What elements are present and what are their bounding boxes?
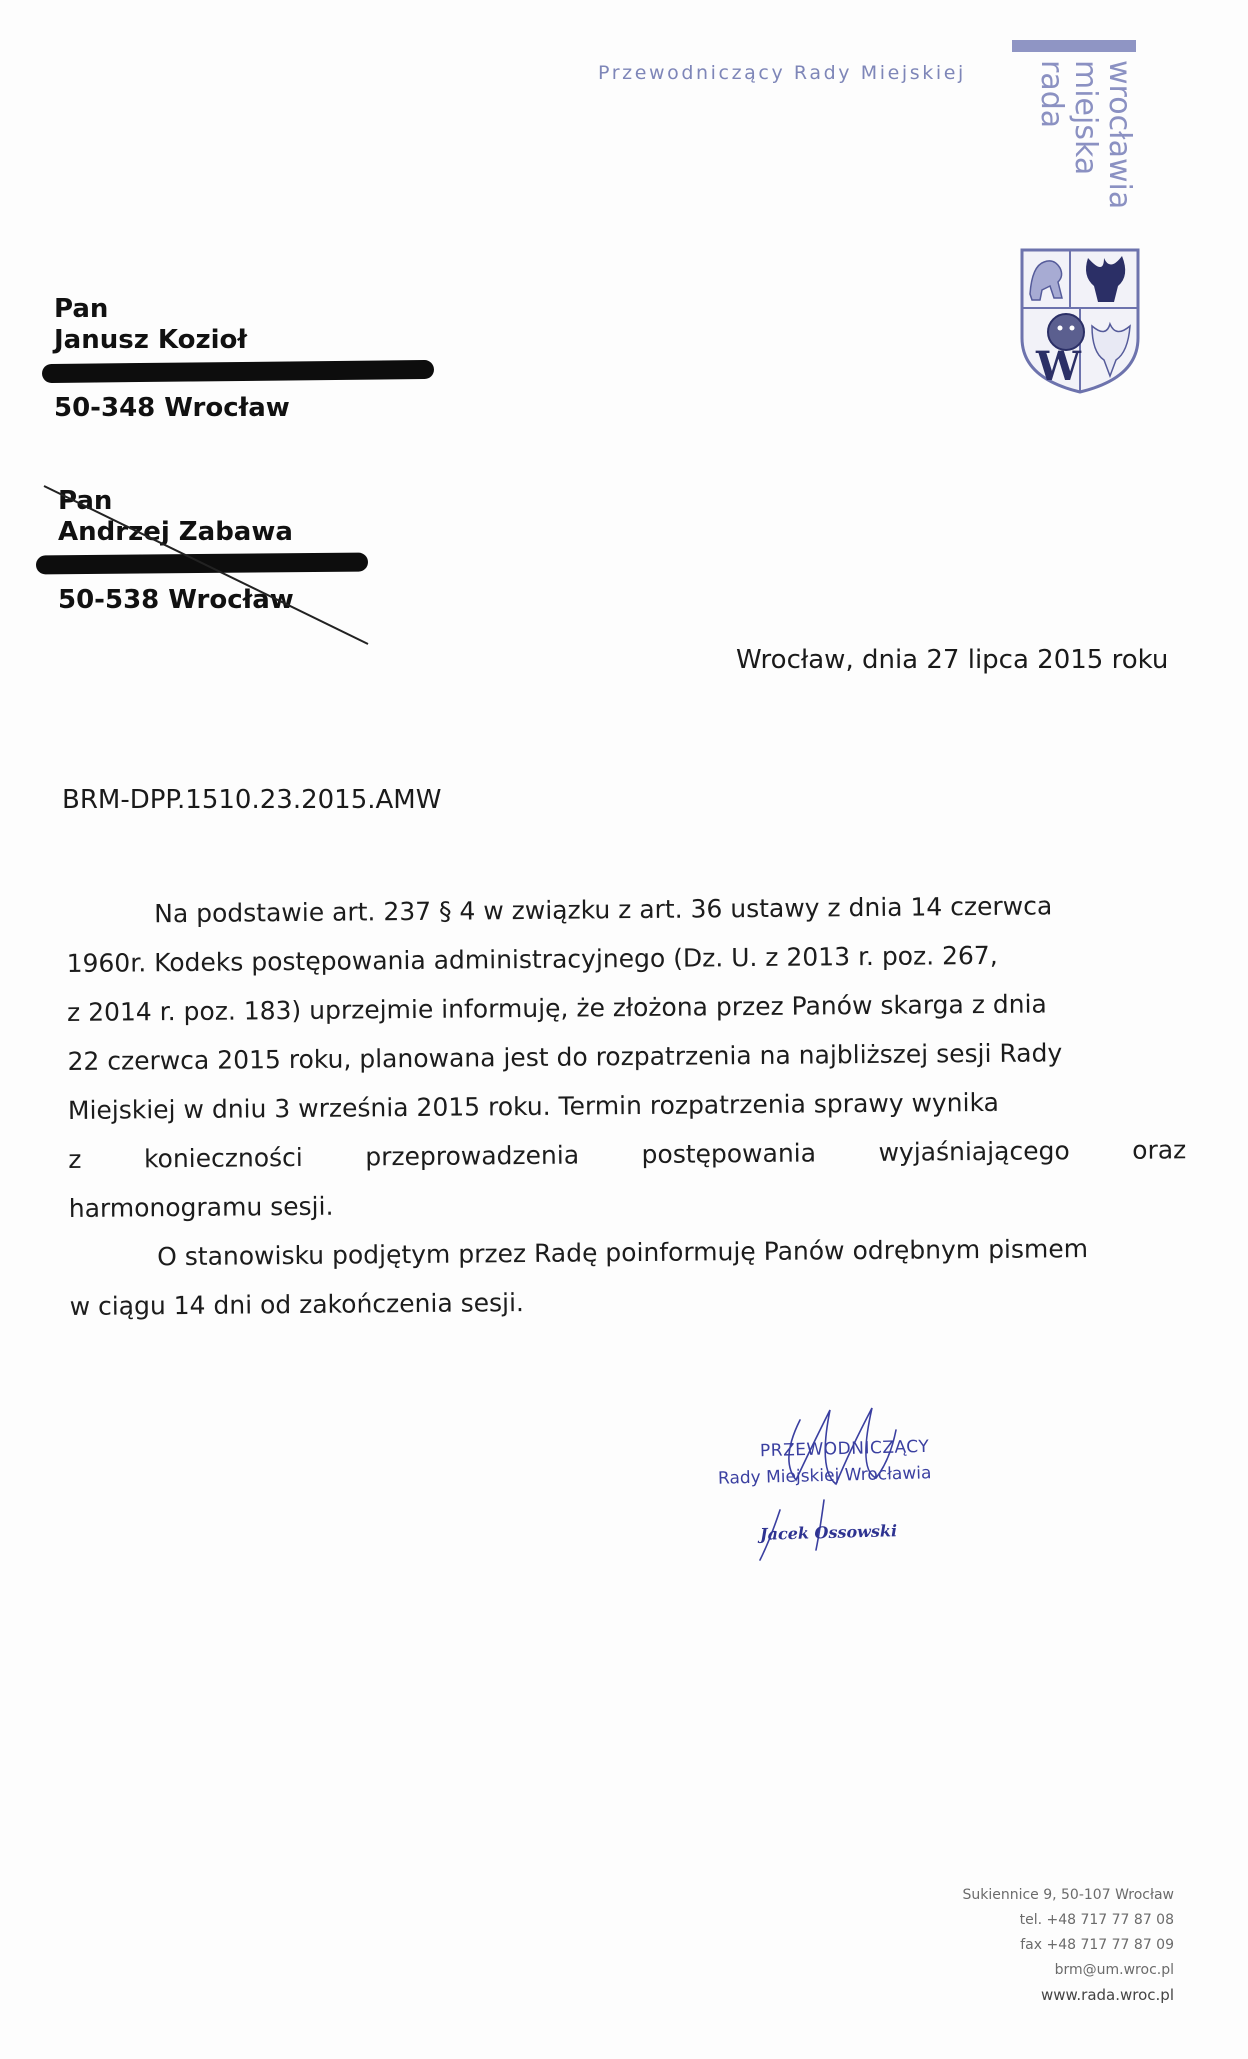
body-line: w ciągu 14 dni od zakończenia sesji.: [69, 1288, 525, 1321]
recipient-2-postcode-city: 50-538 Wrocław: [58, 585, 294, 615]
body-word: wyjaśniającego: [878, 1136, 1070, 1167]
body-line: z 2014 r. poz. 183) uprzejmie informuję, że złożona przez Panów skarga z dnia: [66, 989, 1047, 1027]
footer-tel: tel. +48 717 77 87 08: [1019, 1912, 1174, 1928]
redaction-bar: [42, 360, 434, 383]
body-line: 22 czerwca 2015 roku, planowana jest do rozpatrzenia na najbliższej sesji Rady: [67, 1038, 1063, 1076]
body-line: 1960r. Kodeks postępowania administracyjnego (Dz. U. z 2013 r. poz. 267,: [66, 940, 998, 978]
letterhead-title: Przewodniczący Rady Miejskiej: [598, 62, 966, 84]
signature-subtitle: Rady Miejskiej Wrocławia: [717, 1463, 932, 1489]
strike-through-line: [30, 476, 390, 656]
recipient-2-salutation: Pan: [58, 486, 113, 516]
recipient-address-1: [54, 294, 434, 424]
recipient-1-postcode-city: 50-348 Wrocław: [54, 393, 290, 423]
body-word: konieczności: [143, 1142, 303, 1174]
footer-address: Sukiennice 9, 50-107 Wrocław: [962, 1887, 1174, 1903]
letterhead-vertical-line-3: wrocławia: [1102, 60, 1137, 210]
reference-number: BRM-DPP.1510.23.2015.AMW: [62, 785, 442, 815]
wroclaw-coat-of-arms-icon: [1018, 246, 1142, 396]
signature-title: PRZEWODNICZĄCY: [759, 1436, 930, 1462]
footer-fax: fax +48 717 77 87 09: [1020, 1937, 1174, 1953]
body-word: oraz: [1132, 1135, 1187, 1165]
body-line: Na podstawie art. 237 § 4 w związku z art. 36 ustawy z dnia 14 czerwca: [154, 891, 1053, 929]
date-line: Wrocław, dnia 27 lipca 2015 roku: [736, 645, 1169, 675]
footer-website: www.rada.wroc.pl: [1040, 1986, 1174, 2004]
letterhead-vertical-line-2: miejska: [1068, 60, 1103, 176]
body-line: Miejskiej w dniu 3 września 2015 roku. Termin rozpatrzenia sprawy wynika: [67, 1087, 1000, 1125]
letterhead-vertical-label: [1000, 52, 1150, 232]
svg-text:W: W: [1036, 343, 1081, 390]
recipient-2-name: Andrzej Zabawa: [58, 517, 293, 547]
body-line: harmonogramu sesji.: [68, 1191, 334, 1223]
body-word: postępowania: [641, 1138, 817, 1169]
recipient-1-salutation: Pan: [54, 294, 109, 324]
body-line: O stanowisku podjętym przez Radę poinformuję Panów odrębnym pismem: [157, 1234, 1089, 1272]
footer-email: brm@um.wroc.pl: [1054, 1962, 1174, 1978]
body-word: z: [68, 1144, 82, 1174]
body-word: przeprowadzenia: [365, 1140, 580, 1172]
letterhead-bar: [1012, 40, 1136, 52]
footer-contact: [962, 1883, 1174, 2008]
signature-name: Jacek Ossowski: [759, 1521, 898, 1544]
recipient-1-name: Janusz Kozioł: [54, 325, 248, 355]
letter-body: [66, 880, 1190, 1331]
letterhead-vertical-line-1: rada: [1034, 60, 1069, 129]
body-line-justified: [68, 1125, 1186, 1184]
